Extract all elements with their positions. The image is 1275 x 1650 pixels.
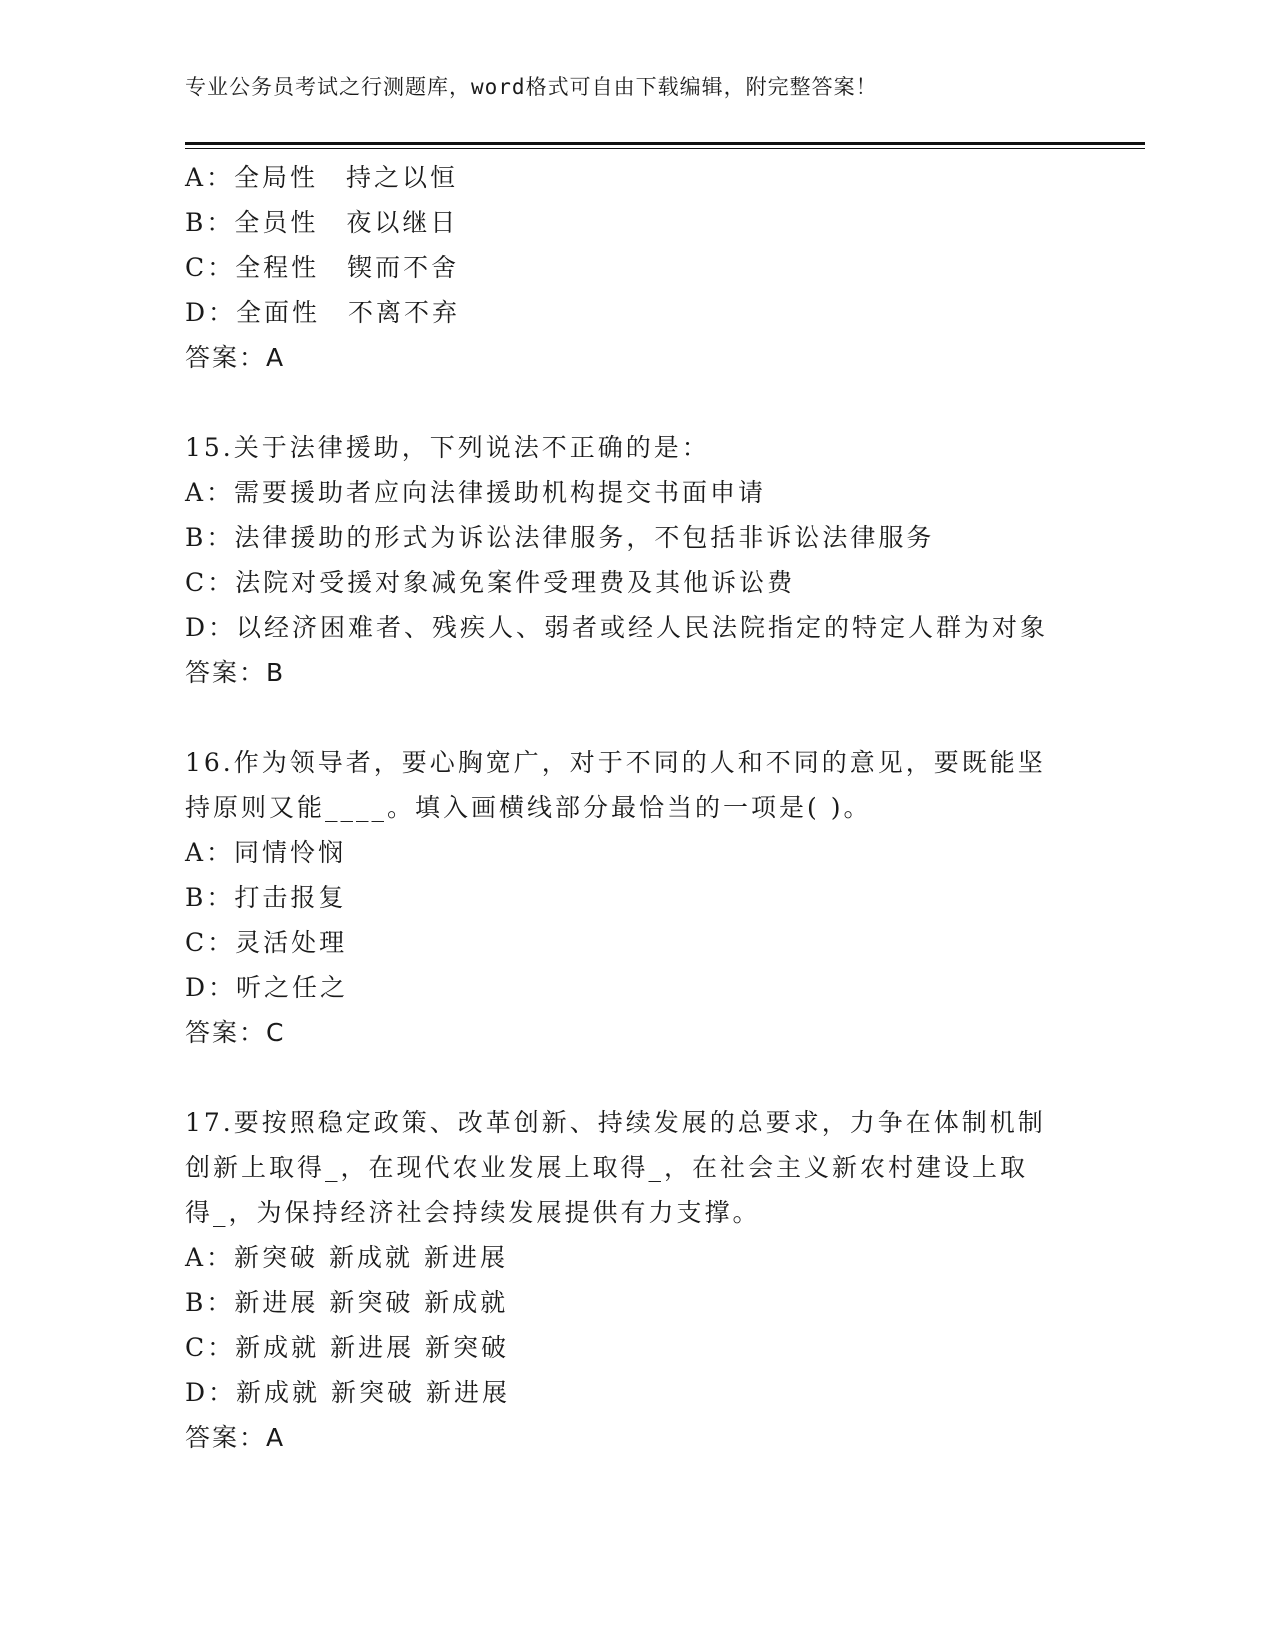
option-a: A：同情怜悯 xyxy=(185,838,347,867)
question-stem: 持原则又能____。填入画横线部分最恰当的一项是( )。 xyxy=(185,793,872,822)
question-stem: 15.关于法律援助，下列说法不正确的是： xyxy=(185,433,710,462)
option-c: C：灵活处理 xyxy=(185,928,348,957)
option-b: B：打击报复 xyxy=(185,883,347,912)
question-14 xyxy=(185,155,1145,380)
option-d: D：以经济困难者、残疾人、弱者或经人民法院指定的特定人群为对象 xyxy=(185,613,1049,642)
question-17 xyxy=(185,1100,1145,1460)
answer-line: 答案：A xyxy=(185,343,286,372)
option-b: B：新进展 新突破 新成就 xyxy=(185,1288,509,1317)
option-a: A：全局性 持之以恒 xyxy=(185,163,459,192)
question-16 xyxy=(185,740,1145,1055)
option-a: A：需要援助者应向法律援助机构提交书面申请 xyxy=(185,478,767,507)
header-rule-thick xyxy=(185,142,1145,145)
option-b: B：全员性 夜以继日 xyxy=(185,208,459,237)
answer-line: 答案：B xyxy=(185,658,286,687)
option-b: B：法律援助的形式为诉讼法律服务，不包括非诉讼法律服务 xyxy=(185,523,935,552)
spacer xyxy=(185,380,1145,425)
question-stem: 创新上取得_，在现代农业发展上取得_，在社会主义新农村建设上取 xyxy=(185,1153,1029,1182)
option-c: C：新成就 新进展 新突破 xyxy=(185,1333,510,1362)
option-d: D：新成就 新突破 新进展 xyxy=(185,1378,510,1407)
answer-line: 答案：C xyxy=(185,1018,286,1047)
question-stem: 得_，为保持经济社会持续发展提供有力支撑。 xyxy=(185,1198,761,1227)
page-header: 专业公务员考试之行测题库，word格式可自由下载编辑，附完整答案！ xyxy=(185,75,878,99)
question-15 xyxy=(185,425,1145,695)
option-a: A：新突破 新成就 新进展 xyxy=(185,1243,508,1272)
option-c: C：法院对受援对象减免案件受理费及其他诉讼费 xyxy=(185,568,796,597)
spacer xyxy=(185,695,1145,740)
question-list xyxy=(185,155,1145,1460)
header-rule-thin xyxy=(185,148,1145,149)
question-stem: 16.作为领导者，要心胸宽广，对于不同的人和不同的意见，要既能坚 xyxy=(185,748,1046,777)
option-c: C：全程性 锲而不舍 xyxy=(185,253,460,282)
question-stem: 17.要按照稳定政策、改革创新、持续发展的总要求，力争在体制机制 xyxy=(185,1108,1046,1137)
option-d: D：听之任之 xyxy=(185,973,349,1002)
spacer xyxy=(185,1055,1145,1100)
answer-line: 答案：A xyxy=(185,1423,286,1452)
option-d: D：全面性 不离不弃 xyxy=(185,298,461,327)
